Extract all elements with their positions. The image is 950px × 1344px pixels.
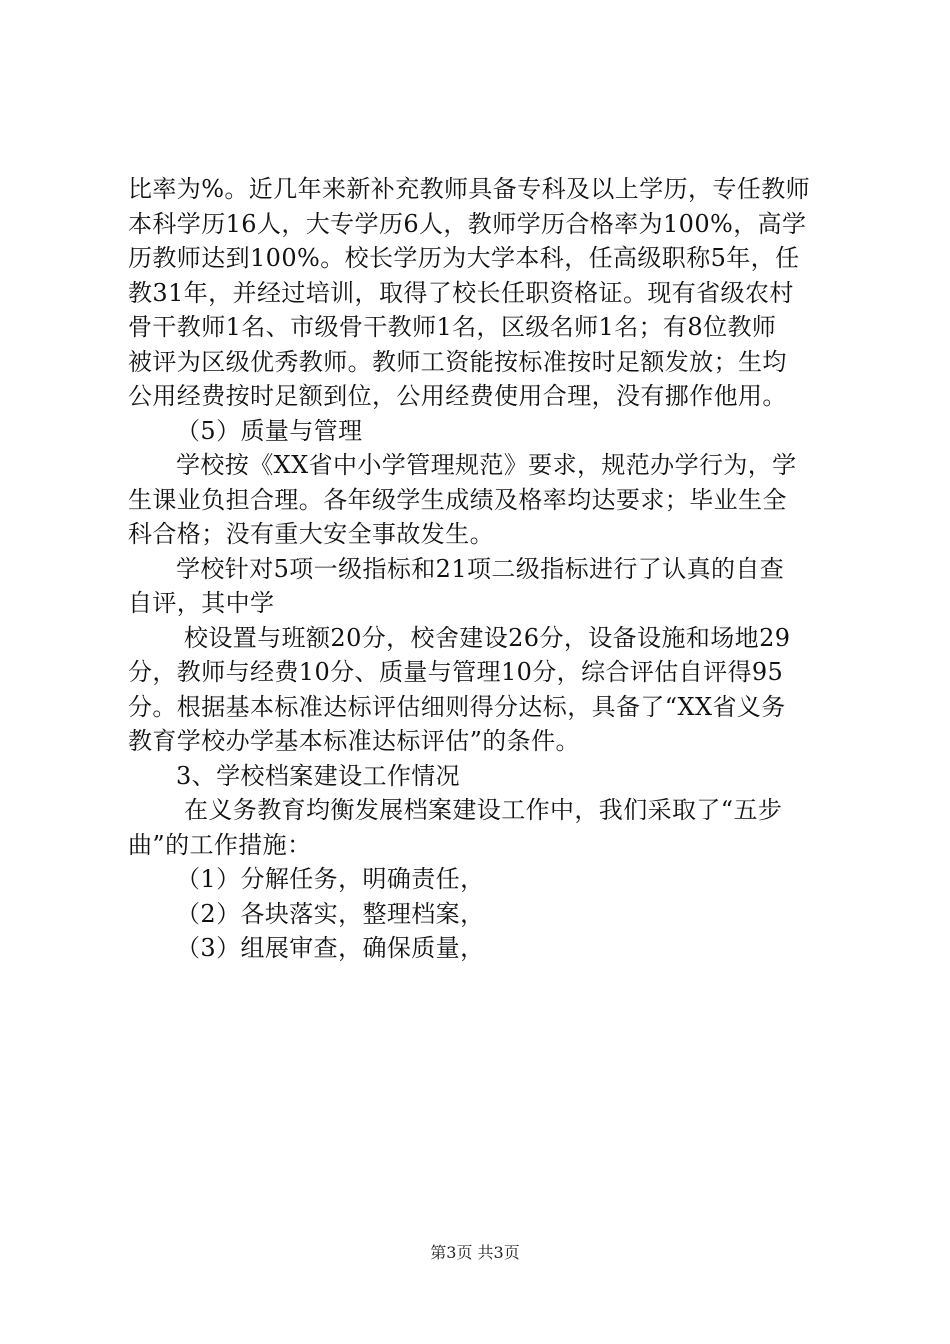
- body-line: 校设置与班额20分，校舍建设26分，设备设施和场地29: [184, 623, 791, 652]
- body-line: 学校按《XX省中小学管理规范》要求，规范办学行为，学: [176, 451, 797, 479]
- list-item-step-2: （2）各块落实，整理档案，: [176, 899, 485, 928]
- list-item-step-3: （3）组展审查，确保质量，: [176, 934, 485, 962]
- body-line: 骨干教师1名、市级骨干教师1名，区级名师1名；有8位教师: [128, 313, 777, 341]
- list-item-step-1: （1）分解任务，明确责任，: [176, 865, 485, 893]
- body-line: 历教师达到100%。校长学历为大学本科，任高级职称5年，任: [128, 244, 800, 272]
- body-line: 被评为区级优秀教师。教师工资能按标准按时足额发放；生均: [128, 347, 787, 376]
- page-number-footer: 第3页 共3页: [430, 1243, 520, 1262]
- body-line: 本科学历16人，大专学历6人，教师学历合格率为100%，高学: [128, 209, 807, 238]
- body-line: 学校针对5项一级指标和21项二级指标进行了认真的自查: [176, 554, 785, 583]
- section-heading-archive-work: 3、学校档案建设工作情况: [176, 761, 461, 790]
- body-line: 公用经费按时足额到位，公用经费使用合理，没有挪作他用。: [128, 382, 787, 410]
- body-line: 自评，其中学: [128, 589, 275, 617]
- body-line: 分。根据基本标准达标评估细则得分达标，具备了“XX省义务: [128, 692, 786, 721]
- body-line: 分，教师与经费10分、质量与管理10分，综合评估自评得95: [128, 658, 784, 686]
- body-line: 比率为%。近几年来新补充教师具备专科及以上学历，专任教师: [128, 175, 811, 203]
- document-body: [128, 172, 834, 966]
- body-line: 在义务教育均衡发展档案建设工作中，我们采取了“五步: [184, 796, 783, 824]
- body-line: 科合格；没有重大安全事故发生。: [128, 520, 494, 548]
- body-line: 生课业负担合理。各年级学生成绩及格率均达要求；毕业生全: [128, 485, 787, 514]
- body-line: 曲”的工作措施：: [128, 830, 312, 859]
- section-heading-quality-management: （5）质量与管理: [176, 416, 363, 445]
- body-line: 教育学校办学基本标准达标评估”的条件。: [128, 727, 580, 755]
- body-line: 教31年，并经过培训，取得了校长任职资格证。现有省级农村: [128, 278, 794, 307]
